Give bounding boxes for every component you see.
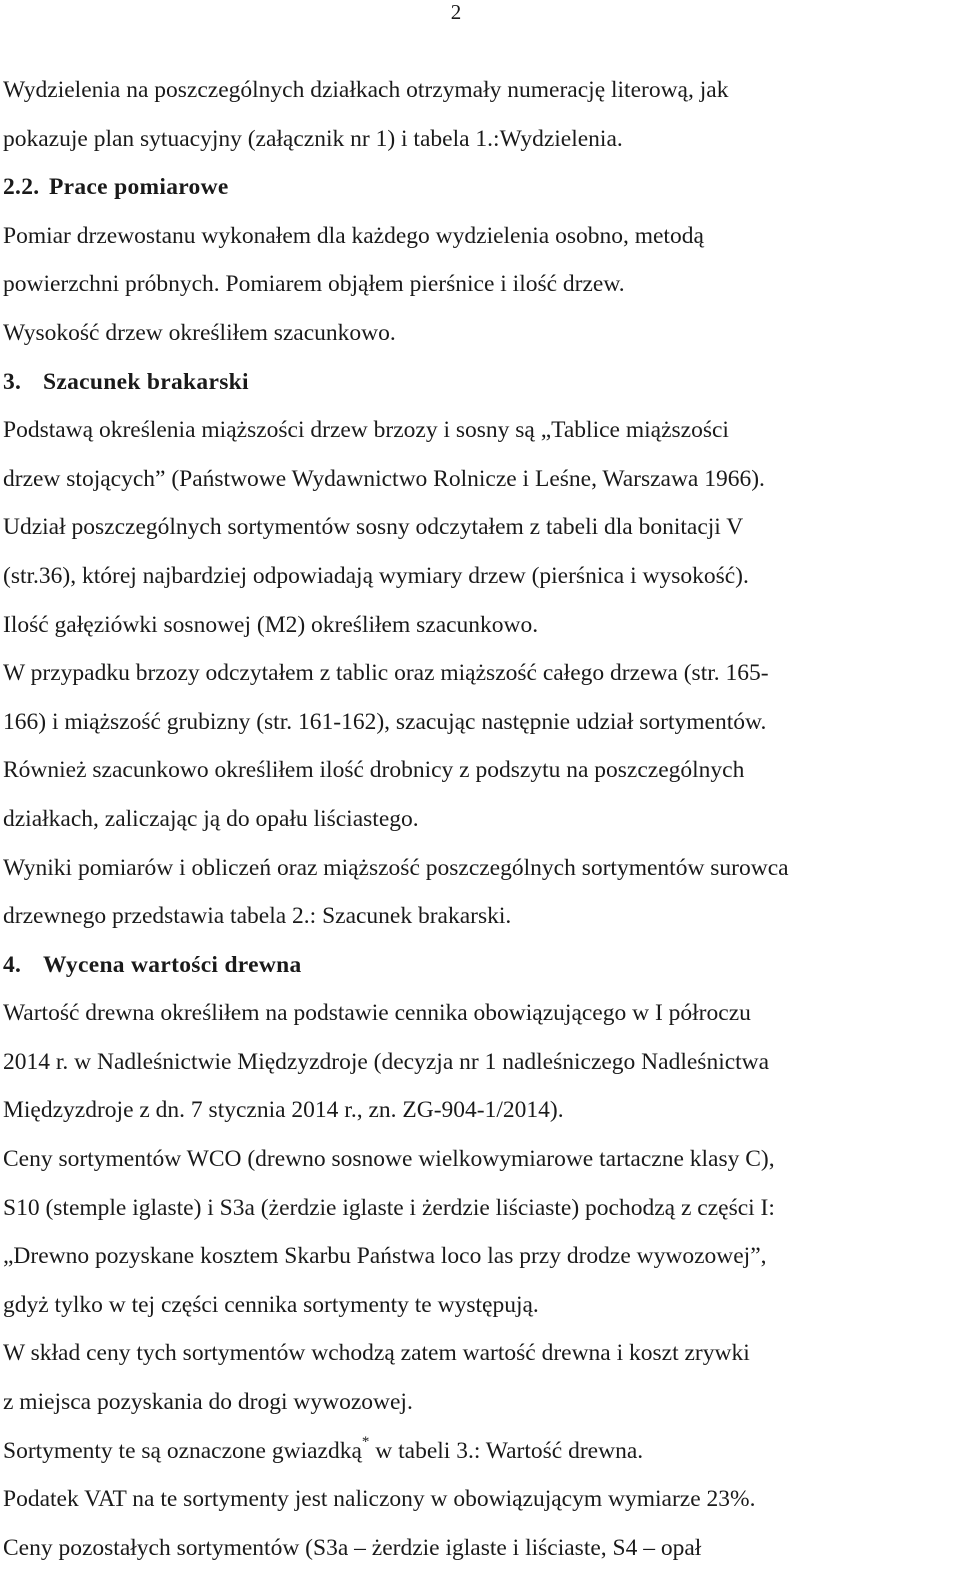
paragraph-line: drzewnego przedstawia tabela 2.: Szacunek brakarski. [3, 903, 512, 930]
paragraph-line: 166) i miąższość grubizny (str. 161-162), szacując następnie udział sortymentów. [3, 708, 767, 735]
paragraph-line: (str.36), której najbardziej odpowiadają wymiary drzew (pierśnica i wysokość). [3, 562, 749, 589]
paragraph-line: Pomiar drzewostanu wykonałem dla każdego wydzielenia osobno, metodą [3, 222, 704, 249]
paragraph-line: W skład ceny tych sortymentów wchodzą zatem wartość drewna i koszt zrywki [3, 1340, 750, 1367]
paragraph-line: Ilość gałęziówki sosnowej (M2) określiłem szacunkowo. [3, 611, 539, 638]
paragraph-line: z miejsca pozyskania do drogi wywozowej. [3, 1389, 413, 1416]
paragraph-line: Ceny pozostałych sortymentów (S3a – żerdzie iglaste i liściaste, S4 – opał [3, 1534, 702, 1561]
section-title: Wycena wartości drewna [43, 951, 302, 978]
section-number: 4. [3, 951, 22, 978]
section-heading-3 [3, 358, 953, 407]
paragraph-line: Podatek VAT na te sortymenty jest naliczony w obowiązującym wymiarze 23%. [3, 1486, 756, 1513]
paragraph-line: drzew stojących” (Państwowe Wydawnictwo Rolnicze i Leśne, Warszawa 1966). [3, 465, 765, 492]
paragraph-line: Ceny sortymentów WCO (drewno sosnowe wielkowymiarowe tartaczne klasy C), [3, 1146, 775, 1173]
paragraph-line: S10 (stemple iglaste) i S3a (żerdzie iglaste i żerdzie liściaste) pochodzą z części I: [3, 1194, 775, 1221]
paragraph-line: Wysokość drzew określiłem szacunkowo. [3, 319, 396, 346]
paragraph-line: powierzchni próbnych. Pomiarem objąłem pierśnice i ilość drzew. [3, 271, 625, 298]
paragraph-line: „Drewno pozyskane kosztem Skarbu Państwa loco las przy drodze wywozowej”, [3, 1243, 767, 1270]
paragraph-line: pokazuje plan sytuacyjny (załącznik nr 1) i tabela 1.:Wydzielenia. [3, 125, 623, 152]
section-heading-4 [3, 941, 953, 990]
section-number: 3. [3, 368, 22, 395]
paragraph-line: Wartość drewna określiłem na podstawie cennika obowiązującego w I półroczu [3, 1000, 751, 1027]
paragraph-line: Również szacunkowo określiłem ilość drobnicy z podszytu na poszczególnych [3, 757, 745, 784]
paragraph-line: Udział poszczególnych sortymentów sosny odczytałem z tabeli dla bonitacji V [3, 514, 744, 541]
section-number: 2.2. [3, 174, 40, 201]
paragraph-line: działkach, zaliczając ją do opału liściastego. [3, 805, 419, 832]
asterisk-mark: * [361, 1433, 370, 1450]
page-number: 2 [450, 0, 462, 24]
paragraph-line: Wydzielenia na poszczególnych działkach otrzymały numerację literową, jak [3, 77, 729, 103]
line-text: Sortymenty te są oznaczone gwiazdką [3, 1437, 362, 1464]
document-body [3, 66, 953, 1572]
section-title: Szacunek brakarski [43, 368, 249, 395]
paragraph-line: W przypadku brzozy odczytałem z tablic oraz miąższość całego drzewa (str. 165- [3, 660, 769, 687]
paragraph-line: 2014 r. w Nadleśnictwie Międzyzdroje (decyzja nr 1 nadleśniczego Nadleśnictwa [3, 1048, 770, 1075]
section-heading-2-2 [3, 163, 953, 212]
line-text: w tabeli 3.: Wartość drewna. [369, 1437, 644, 1464]
section-title: Prace pomiarowe [49, 174, 229, 201]
paragraph-line: Podstawą określenia miąższości drzew brzozy i sosny są „Tablice miąższości [3, 417, 729, 444]
paragraph-line: gdyż tylko w tej części cennika sortymenty te występują. [3, 1291, 539, 1318]
paragraph-line: Międzyzdroje z dn. 7 stycznia 2014 r., zn. ZG-904-1/2014). [3, 1097, 564, 1124]
paragraph-line-with-footnote-mark [3, 1427, 953, 1476]
paragraph-line: Wyniki pomiarów i obliczeń oraz miąższość poszczególnych sortymentów surowca [3, 854, 789, 881]
